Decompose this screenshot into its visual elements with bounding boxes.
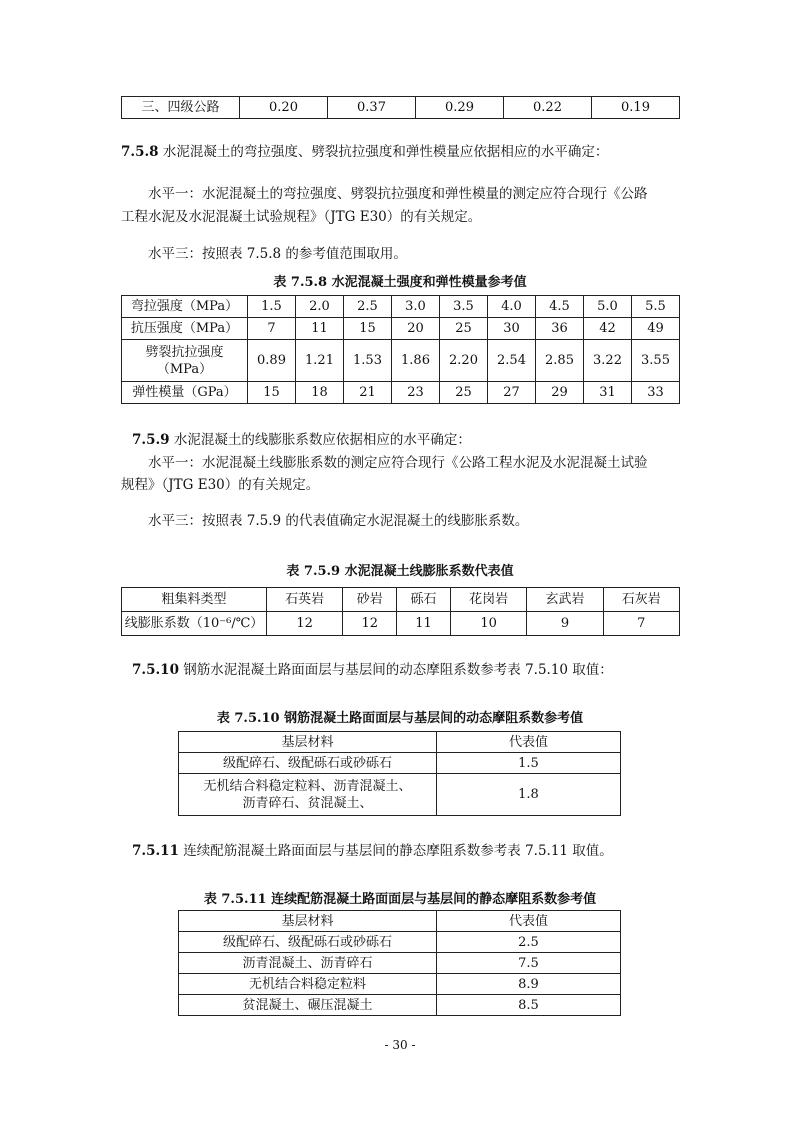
header-cell: 砾石 (397, 588, 451, 612)
clause-number: 7.5.8 (121, 144, 159, 160)
cell-line: 无机结合料稳定粒料、沥青混凝土、 (203, 778, 412, 794)
table-row (179, 732, 621, 753)
table-cell: 级配碎石、级配砾石或砂砾石 (179, 753, 437, 774)
table-cell: 3.5 (440, 296, 488, 318)
table-row (179, 753, 621, 774)
row-label: 弯拉强度（MPa） (122, 296, 248, 318)
table-cell: 1.5 (248, 296, 296, 318)
table-cell: 23 (392, 382, 440, 404)
table-row (122, 382, 680, 404)
table-7-5-11 (178, 910, 621, 1016)
table-caption: 表 7.5.8 水泥混凝土强度和弹性模量参考值 (273, 275, 527, 290)
table-cell: 9 (527, 612, 603, 636)
clause-text: 钢筋水泥混凝土路面面层与基层间的动态摩阻系数参考表 7.5.10 取值： (183, 662, 613, 678)
table-cell: 30 (488, 318, 536, 340)
row-label: 线膨胀系数（10⁻⁶/℃） (122, 612, 267, 636)
level1-paragraph-cont: 工程水泥及水泥混凝土试验规程》（JTG E30）的有关规定。 (121, 209, 482, 225)
level1-paragraph-cont: 规程》（JTG E30）的有关规定。 (121, 477, 320, 493)
table-cell: 20 (392, 318, 440, 340)
table-cell: 8.9 (437, 974, 621, 995)
table-cell: 15 (248, 382, 296, 404)
row-label (122, 340, 248, 382)
table-cell: 4.5 (536, 296, 584, 318)
row-label-line: （MPa） (156, 361, 213, 377)
table-cell: 0.29 (416, 97, 504, 119)
table-row (179, 932, 621, 953)
table-row (179, 774, 621, 816)
table-cell: 11 (397, 612, 451, 636)
table-cell: 49 (632, 318, 680, 340)
table-cell: 1.53 (344, 340, 392, 382)
table-cell: 27 (488, 382, 536, 404)
clause-text: 连续配筋混凝土路面面层与基层间的静态摩阻系数参考表 7.5.11 取值。 (183, 843, 613, 859)
table-cell: 7.5 (437, 953, 621, 974)
row-label: 弹性模量（GPa） (122, 382, 248, 404)
table-cell: 1.5 (437, 753, 621, 774)
table-cell: 33 (632, 382, 680, 404)
table-cell: 42 (584, 318, 632, 340)
table-cell: 2.54 (488, 340, 536, 382)
table-row (122, 318, 680, 340)
table-cell: 10 (450, 612, 526, 636)
header-cell: 玄武岩 (527, 588, 603, 612)
table-row (122, 97, 680, 119)
header-cell: 基层材料 (179, 911, 437, 932)
table-cell: 0.22 (504, 97, 592, 119)
header-cell: 石灰岩 (603, 588, 679, 612)
table-cell: 2.5 (437, 932, 621, 953)
table-cell: 12 (343, 612, 397, 636)
table-cell: 12 (267, 612, 343, 636)
table-cell: 1.86 (392, 340, 440, 382)
table-cell: 1.21 (296, 340, 344, 382)
header-label: 粗集料类型 (122, 588, 267, 612)
table-row (122, 340, 680, 382)
table-cell: 29 (536, 382, 584, 404)
table-cell: 31 (584, 382, 632, 404)
table-cell: 2.0 (296, 296, 344, 318)
cell-line: 沥青碎石、贫混凝土、 (242, 795, 373, 811)
row-label: 抗压强度（MPa） (122, 318, 248, 340)
table-cell: 0.89 (248, 340, 296, 382)
table-row (179, 953, 621, 974)
clause-7-5-9 (132, 429, 471, 451)
table-cell: 级配碎石、级配砾石或砂砾石 (179, 932, 437, 953)
table-caption: 表 7.5.10 钢筋混凝土路面面层与基层间的动态摩阻系数参考值 (216, 711, 584, 726)
page-number: - 30 - (384, 1038, 416, 1052)
clause-7-5-10 (132, 659, 613, 681)
table-row (122, 588, 680, 612)
header-cell: 代表值 (437, 911, 621, 932)
table-cell: 2.85 (536, 340, 584, 382)
clause-7-5-11 (132, 840, 613, 862)
clause-text: 水泥混凝土的线膨胀系数应依据相应的水平确定： (173, 432, 471, 448)
level3-paragraph: 水平三：按照表 7.5.9 的代表值确定水泥混凝土的线膨胀系数。 (148, 513, 529, 529)
clause-7-5-8 (121, 141, 608, 163)
clause-number: 7.5.9 (132, 432, 170, 448)
header-cell: 代表值 (437, 732, 621, 753)
table-cell (179, 774, 437, 816)
table-cell: 5.0 (584, 296, 632, 318)
table-cell: 1.8 (437, 774, 621, 816)
header-cell: 砂岩 (343, 588, 397, 612)
table-cell: 7 (603, 612, 679, 636)
header-cell: 基层材料 (179, 732, 437, 753)
clause-number: 7.5.11 (132, 843, 179, 859)
table-cell: 2.20 (440, 340, 488, 382)
table-cell: 2.5 (344, 296, 392, 318)
table-cell: 沥青混凝土、沥青碎石 (179, 953, 437, 974)
table-cell: 7 (248, 318, 296, 340)
table-row (179, 995, 621, 1016)
level1-paragraph: 水平一：水泥混凝土的弯拉强度、劈裂抗拉强度和弹性模量的测定应符合现行《公路 (148, 186, 648, 202)
table-cell: 3.55 (632, 340, 680, 382)
top-table (121, 96, 680, 119)
table-cell: 3.0 (392, 296, 440, 318)
table-7-5-8 (121, 295, 680, 404)
level3-paragraph: 水平三：按照表 7.5.8 的参考值范围取用。 (148, 246, 407, 262)
table-row (179, 911, 621, 932)
table-cell: 3.22 (584, 340, 632, 382)
table-caption: 表 7.5.11 连续配筋混凝土路面面层与基层间的静态摩阻系数参考值 (203, 892, 597, 907)
level1-paragraph: 水平一：水泥混凝土线膨胀系数的测定应符合现行《公路工程水泥及水泥混凝土试验 (148, 455, 648, 471)
table-cell: 21 (344, 382, 392, 404)
table-row (179, 974, 621, 995)
table-cell: 4.0 (488, 296, 536, 318)
table-7-5-9 (121, 587, 680, 636)
table-cell: 15 (344, 318, 392, 340)
table-cell: 贫混凝土、碾压混凝土 (179, 995, 437, 1016)
table-caption: 表 7.5.9 水泥混凝土线膨胀系数代表值 (286, 564, 514, 579)
table-cell: 18 (296, 382, 344, 404)
table-7-5-10 (178, 731, 621, 816)
header-cell: 花岗岩 (450, 588, 526, 612)
table-cell: 25 (440, 382, 488, 404)
clause-number: 7.5.10 (132, 662, 179, 678)
table-cell: 8.5 (437, 995, 621, 1016)
table-cell: 三、四级公路 (122, 97, 240, 119)
table-row (122, 612, 680, 636)
table-cell: 5.5 (632, 296, 680, 318)
table-row (122, 296, 680, 318)
table-cell: 0.19 (592, 97, 680, 119)
table-cell: 36 (536, 318, 584, 340)
table-cell: 0.37 (328, 97, 416, 119)
row-label-line: 劈裂抗拉强度 (145, 344, 224, 360)
table-cell: 11 (296, 318, 344, 340)
table-cell: 25 (440, 318, 488, 340)
header-cell: 石英岩 (267, 588, 343, 612)
clause-text: 水泥混凝土的弯拉强度、劈裂抗拉强度和弹性模量应依据相应的水平确定： (162, 144, 609, 160)
table-cell: 0.20 (240, 97, 328, 119)
table-cell: 无机结合料稳定粒料 (179, 974, 437, 995)
